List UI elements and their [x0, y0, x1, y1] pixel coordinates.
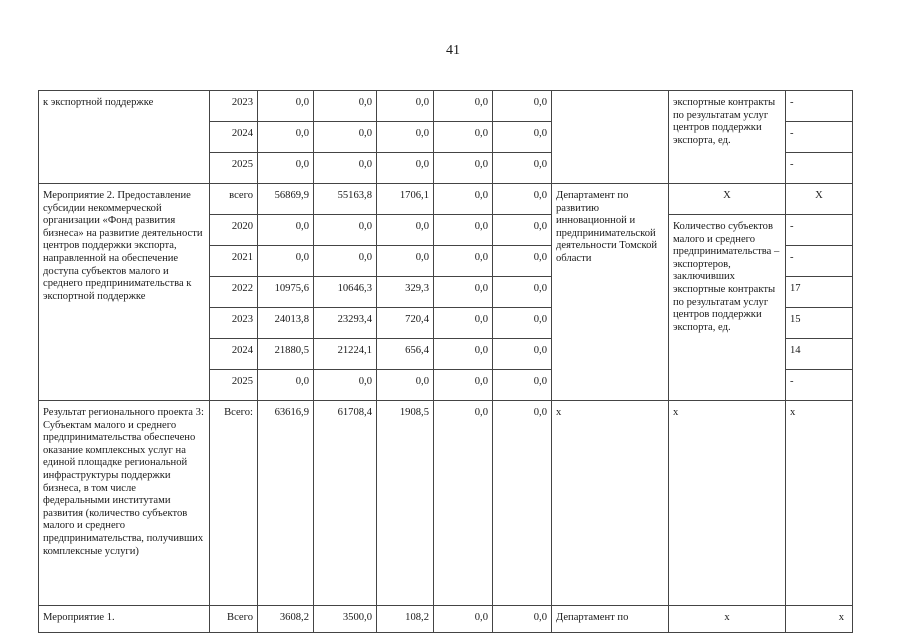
- indicator-cell: х: [669, 401, 786, 606]
- year-cell: Всего: [210, 606, 258, 633]
- indicator-value-cell: -: [786, 122, 853, 153]
- value-cell: 24013,8: [258, 308, 314, 339]
- value-cell: 0,0: [434, 606, 493, 633]
- value-cell: 0,0: [258, 215, 314, 246]
- value-cell: 0,0: [434, 308, 493, 339]
- indicator-cell: экспортные контракты по результатам услуг центров поддержки экспорта, ед.: [669, 91, 786, 184]
- indicator-value-cell: -: [786, 370, 853, 401]
- value-cell: 55163,8: [314, 184, 377, 215]
- value-cell: 1706,1: [377, 184, 434, 215]
- value-cell: 0,0: [377, 91, 434, 122]
- value-cell: 0,0: [314, 246, 377, 277]
- year-cell: Всего:: [210, 401, 258, 606]
- event-description-cell: Результат регионального проекта 3: Субъектам малого и среднего предпринимательства обеспечено оказание комплексных услуг на единой площадке региональной инфраструктуры поддержки бизнеса, в том числе федеральными институтами развития (количество субъектов малого и среднего предпринимательства, получивших комплексные услуги): [39, 401, 210, 606]
- value-cell: 0,0: [314, 91, 377, 122]
- value-cell: 0,0: [434, 339, 493, 370]
- value-cell: 0,0: [314, 215, 377, 246]
- year-cell: 2024: [210, 122, 258, 153]
- indicator-value-cell: Х: [786, 184, 853, 215]
- value-cell: 0,0: [314, 122, 377, 153]
- indicator-value-cell: х: [786, 606, 853, 633]
- value-cell: 21224,1: [314, 339, 377, 370]
- program-table: [38, 90, 853, 633]
- value-cell: 0,0: [493, 606, 552, 633]
- year-cell: 2025: [210, 153, 258, 184]
- value-cell: 108,2: [377, 606, 434, 633]
- value-cell: 21880,5: [258, 339, 314, 370]
- value-cell: 0,0: [377, 122, 434, 153]
- value-cell: 0,0: [434, 370, 493, 401]
- value-cell: 10975,6: [258, 277, 314, 308]
- value-cell: 0,0: [493, 153, 552, 184]
- value-cell: 0,0: [377, 246, 434, 277]
- value-cell: 0,0: [434, 277, 493, 308]
- value-cell: 0,0: [434, 184, 493, 215]
- indicator-value-cell: -: [786, 246, 853, 277]
- page-number: 41: [446, 43, 460, 58]
- event-description-cell: Мероприятие 1.: [39, 606, 210, 633]
- value-cell: 0,0: [434, 215, 493, 246]
- value-cell: 656,4: [377, 339, 434, 370]
- year-cell: 2022: [210, 277, 258, 308]
- value-cell: 3608,2: [258, 606, 314, 633]
- event-description-cell: к экспортной поддержке: [39, 91, 210, 184]
- value-cell: 3500,0: [314, 606, 377, 633]
- value-cell: 0,0: [377, 370, 434, 401]
- value-cell: 0,0: [493, 215, 552, 246]
- indicator-value-cell: -: [786, 91, 853, 122]
- value-cell: 0,0: [493, 308, 552, 339]
- value-cell: 0,0: [377, 153, 434, 184]
- value-cell: 0,0: [258, 153, 314, 184]
- value-cell: 0,0: [258, 91, 314, 122]
- year-cell: 2023: [210, 308, 258, 339]
- value-cell: 0,0: [434, 246, 493, 277]
- table-row: [39, 401, 853, 606]
- indicator-cell: х: [669, 606, 786, 633]
- year-cell: 2021: [210, 246, 258, 277]
- value-cell: 0,0: [258, 370, 314, 401]
- executor-cell: х: [552, 401, 669, 606]
- indicator-value-cell: -: [786, 215, 853, 246]
- value-cell: 56869,9: [258, 184, 314, 215]
- value-cell: 0,0: [314, 153, 377, 184]
- indicator-value-cell: 17: [786, 277, 853, 308]
- executor-cell: Департамент по: [552, 606, 669, 633]
- value-cell: 0,0: [377, 215, 434, 246]
- value-cell: 0,0: [434, 122, 493, 153]
- value-cell: 0,0: [493, 370, 552, 401]
- year-cell: 2024: [210, 339, 258, 370]
- executor-cell: Департамент по развитию инновационной и предпринимательской деятельности Томской области: [552, 184, 669, 401]
- value-cell: 0,0: [493, 339, 552, 370]
- value-cell: 0,0: [493, 122, 552, 153]
- value-cell: 0,0: [258, 122, 314, 153]
- value-cell: 0,0: [493, 277, 552, 308]
- value-cell: 0,0: [434, 91, 493, 122]
- indicator-value-cell: 15: [786, 308, 853, 339]
- executor-cell: [552, 91, 669, 184]
- value-cell: 23293,4: [314, 308, 377, 339]
- value-cell: 1908,5: [377, 401, 434, 606]
- event-description-cell: Мероприятие 2. Предоставление субсидии некоммерческой организации «Фонд развития бизнеса» на развитие деятельности центров поддержки экспорта, направленной на обеспечение доступа субъектов малого и среднего предпринимательства к экспортной поддержке: [39, 184, 210, 401]
- value-cell: 0,0: [434, 153, 493, 184]
- table-row: [39, 184, 853, 215]
- value-cell: 0,0: [493, 91, 552, 122]
- indicator-cell: Х: [669, 184, 786, 215]
- value-cell: 720,4: [377, 308, 434, 339]
- value-cell: 61708,4: [314, 401, 377, 606]
- indicator-cell: Количество субъектов малого и среднего предпринимательства – экспортеров, заключивших экспортные контракты по результатам услуг центров поддержки экспорта, ед.: [669, 215, 786, 401]
- value-cell: 0,0: [434, 401, 493, 606]
- value-cell: 0,0: [258, 246, 314, 277]
- year-cell: 2023: [210, 91, 258, 122]
- table-row: [39, 606, 853, 633]
- value-cell: 10646,3: [314, 277, 377, 308]
- value-cell: 0,0: [493, 246, 552, 277]
- value-cell: 0,0: [493, 184, 552, 215]
- indicator-value-cell: -: [786, 153, 853, 184]
- year-cell: всего: [210, 184, 258, 215]
- indicator-value-cell: 14: [786, 339, 853, 370]
- value-cell: 63616,9: [258, 401, 314, 606]
- value-cell: 0,0: [314, 370, 377, 401]
- year-cell: 2025: [210, 370, 258, 401]
- indicator-value-cell: х: [786, 401, 853, 606]
- year-cell: 2020: [210, 215, 258, 246]
- table-row: [39, 91, 853, 122]
- value-cell: 329,3: [377, 277, 434, 308]
- value-cell: 0,0: [493, 401, 552, 606]
